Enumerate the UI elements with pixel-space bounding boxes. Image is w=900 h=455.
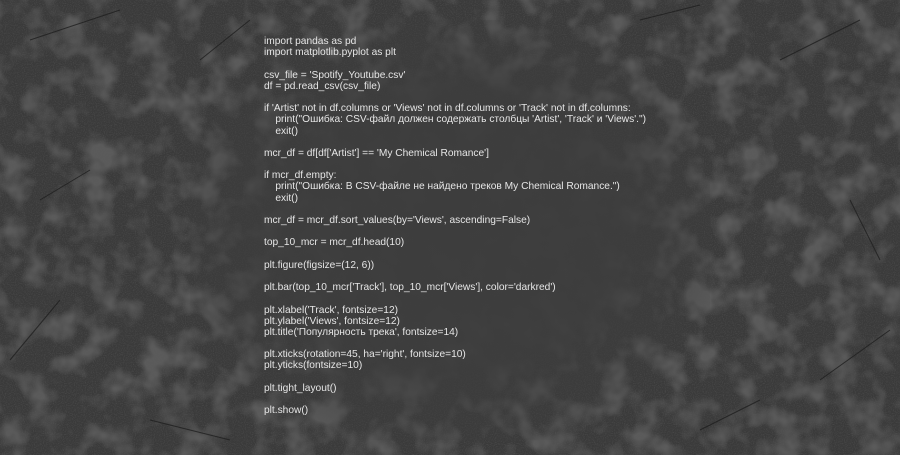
code-line: if mcr_df.empty: (264, 170, 337, 182)
code-block (264, 36, 824, 416)
code-line: exit() (264, 125, 298, 137)
code-line (264, 372, 824, 383)
code-line (264, 159, 824, 170)
code-line (264, 92, 824, 103)
code-line: mcr_df = df[df['Artist'] == 'My Chemical Romance'] (264, 147, 489, 159)
code-line: print("Ошибка: CSV-файл должен содержать столбцы 'Artist', 'Track' и 'Views'.") (264, 114, 646, 126)
code-line: print("Ошибка: В CSV-файле не найдено треков My Chemical Romance.") (264, 181, 620, 193)
code-line: exit() (264, 192, 298, 204)
code-line: import pandas as pd (264, 36, 357, 47)
code-line: plt.title('Популярность трека', fontsize=14) (264, 326, 459, 338)
code-line: plt.tight_layout() (264, 382, 337, 394)
code-line: plt.bar(top_10_mcr['Track'], top_10_mcr['Views'], color='darkred') (264, 282, 556, 294)
code-line: plt.xlabel('Track', fontsize=12) (264, 304, 399, 316)
code-line: if 'Artist' not in df.columns or 'Views' not in df.columns or 'Track' not in df.columns: (264, 103, 631, 115)
code-line (264, 249, 824, 260)
code-line: import matplotlib.pyplot as plt (264, 47, 396, 59)
code-line: csv_file = 'Spotify_Youtube.csv' (264, 69, 406, 81)
code-line (264, 58, 824, 69)
code-line (264, 137, 824, 148)
code-line: plt.xticks(rotation=45, ha='right', fontsize=10) (264, 349, 466, 361)
code-line: mcr_df = mcr_df.sort_values(by='Views', ascending=False) (264, 215, 531, 226)
code-line: plt.ylabel('Views', fontsize=12) (264, 315, 400, 327)
code-line: plt.figure(figsize=(12, 6)) (264, 259, 375, 271)
code-line: plt.show() (264, 405, 309, 417)
code-line: plt.yticks(fontsize=10) (264, 360, 363, 372)
code-line: df = pd.read_csv(csv_file) (264, 80, 381, 92)
code-line (264, 338, 824, 349)
code-line (264, 271, 824, 282)
code-line (264, 226, 824, 237)
code-line (264, 293, 824, 304)
code-line (264, 394, 824, 405)
code-line: top_10_mcr = mcr_df.head(10) (264, 237, 405, 249)
code-line (264, 204, 824, 215)
